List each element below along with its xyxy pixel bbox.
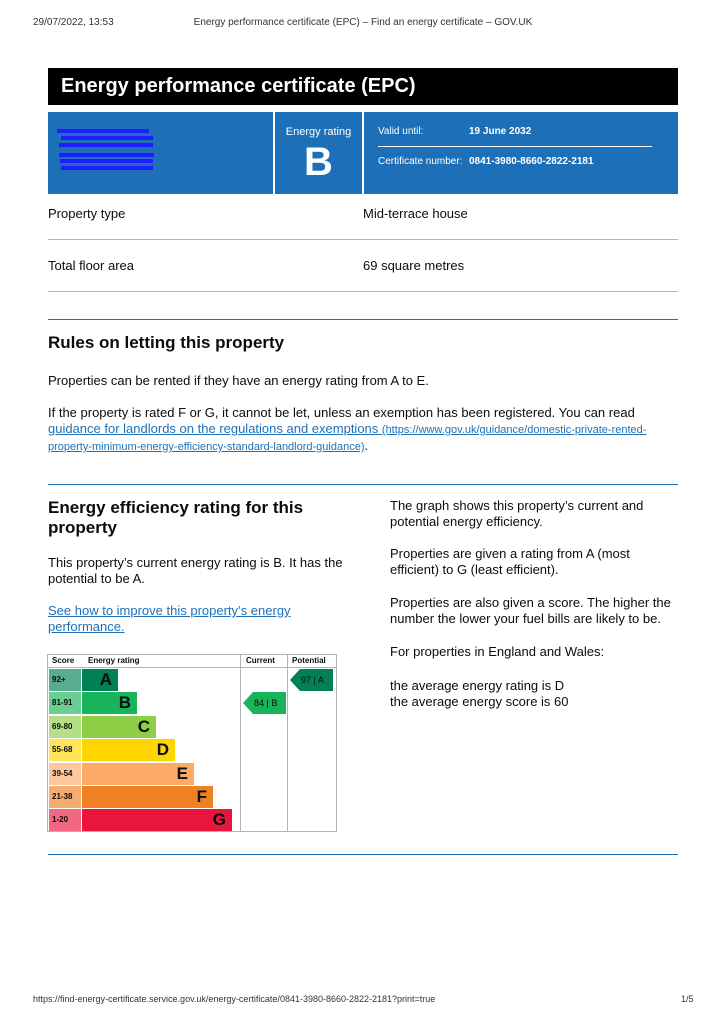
page-title: Energy performance certificate (EPC) bbox=[61, 75, 416, 97]
score-column-header: Score bbox=[52, 656, 75, 665]
efficiency-heading: Energy efficiency rating for this property bbox=[48, 498, 304, 537]
section-divider bbox=[48, 854, 678, 855]
band-letter-a: A bbox=[99, 670, 112, 689]
potential-rating-arrow-label: 97 | A bbox=[301, 675, 324, 685]
band-letter-f: F bbox=[196, 787, 207, 806]
divider bbox=[48, 291, 678, 292]
certificate-number-value: 0841-3980-8660-2822-2181 bbox=[469, 156, 594, 167]
band-score-a: 92+ bbox=[49, 669, 81, 691]
energy-rating-chart bbox=[47, 654, 337, 832]
region-text: For properties in England and Wales: bbox=[390, 644, 605, 659]
property-type-value: Mid-terrace house bbox=[363, 206, 468, 221]
floor-area-label: Total floor area bbox=[48, 258, 134, 273]
valid-until-label: Valid until: bbox=[378, 126, 424, 137]
letting-rule-text: Properties can be rented if they have an energy rating from A to E. bbox=[48, 373, 429, 388]
potential-rating-arrow bbox=[290, 669, 333, 691]
certificate-number-label: Certificate number: bbox=[378, 156, 463, 167]
print-datetime: 29/07/2022, 13:53 bbox=[33, 17, 114, 28]
section-divider bbox=[48, 319, 678, 320]
band-score-b: 81-91 bbox=[49, 692, 81, 714]
landlord-guidance-link[interactable]: guidance for landlords on the regulations and exemptions (https://www.gov.uk/guidance/domestic-private-rented-property-minimum-energy-efficiency-standard-landlord-guidance) bbox=[48, 421, 647, 453]
print-page-title: Energy performance certificate (EPC) – Find an energy certificate – GOV.UK bbox=[193, 17, 533, 28]
section-divider bbox=[48, 484, 678, 485]
band-score-e: 39-54 bbox=[49, 763, 81, 785]
rating-column-header: Energy rating bbox=[88, 656, 140, 665]
floor-area-value: 69 square metres bbox=[363, 258, 465, 273]
current-rating-text: This property’s current energy rating is B. It has the potential to be A. bbox=[48, 555, 343, 586]
valid-until-value: 19 June 2032 bbox=[469, 126, 532, 137]
band-bar-g bbox=[82, 809, 232, 831]
footer-url: https://find-energy-certificate.service.gov.uk/energy-certificate/0841-3980-8660-2822-2181?print=true bbox=[33, 994, 436, 1004]
certificate-summary bbox=[48, 112, 678, 194]
band-letter-b: B bbox=[118, 693, 131, 713]
band-score-d: 55-68 bbox=[49, 739, 81, 761]
energy-rating-label: Energy rating bbox=[285, 126, 352, 138]
improve-performance-link[interactable]: See how to improve this property’s energy performance. bbox=[48, 603, 291, 634]
band-bar-b bbox=[82, 692, 137, 714]
band-bar-c bbox=[82, 716, 156, 738]
score-explanation-text: Properties are also given a score. The higher the number the lower your fuel bills are likely to be. bbox=[390, 595, 671, 626]
divider bbox=[48, 239, 678, 240]
title-banner bbox=[48, 68, 678, 105]
band-bar-e bbox=[82, 763, 194, 785]
rating-scale-text: Properties are given a rating from A (most efficient) to G (least efficient). bbox=[390, 546, 630, 577]
potential-column-header: Potential bbox=[292, 656, 326, 665]
band-score-f: 21-38 bbox=[49, 786, 81, 808]
average-score-text: the average energy score is 60 bbox=[390, 694, 569, 709]
band-letter-g: G bbox=[212, 810, 226, 830]
current-rating-arrow bbox=[243, 692, 286, 714]
band-letter-c: C bbox=[137, 716, 150, 736]
letting-exemption-text: If the property is rated F or G, it cannot be let, unless an exemption has been registered. You can read guidance for landlords on the regulations and exemptions (https://www.gov.uk/guidance/domestic-private-rented-property-minimum-energy-efficiency-standard-landlord-guidance). bbox=[48, 405, 647, 453]
band-bar-a bbox=[82, 669, 118, 691]
band-letter-e: E bbox=[176, 763, 188, 783]
band-score-c: 69-80 bbox=[49, 716, 81, 738]
letting-heading: Rules on letting this property bbox=[48, 333, 285, 352]
band-bar-f bbox=[82, 786, 213, 808]
footer-page-number: 1/5 bbox=[681, 994, 694, 1004]
current-rating-arrow-label: 84 | B bbox=[254, 698, 278, 709]
current-column-header: Current bbox=[246, 656, 275, 665]
average-rating-text: the average energy rating is D bbox=[390, 678, 565, 693]
band-bar-d bbox=[82, 739, 175, 761]
energy-rating-value: B bbox=[304, 140, 333, 184]
property-type-label: Property type bbox=[48, 206, 126, 221]
graph-explanation-text: The graph shows this property’s current and potential energy efficiency. bbox=[390, 498, 644, 529]
band-letter-d: D bbox=[156, 740, 169, 760]
band-score-g: 1-20 bbox=[49, 809, 81, 831]
